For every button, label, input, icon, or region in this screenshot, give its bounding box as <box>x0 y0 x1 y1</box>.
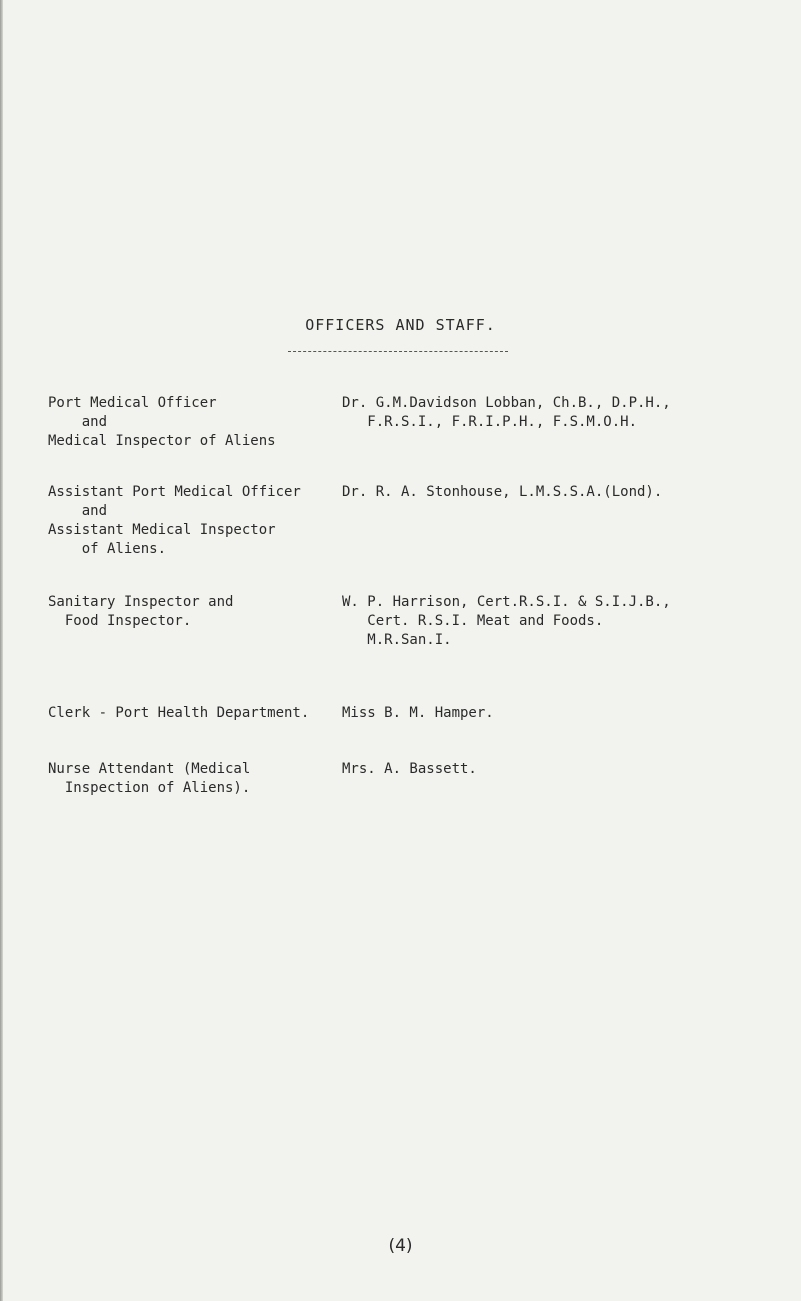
staff-name: Mrs. A. Bassett. <box>342 761 477 777</box>
staff-role: Clerk - Port Health Department. <box>48 705 310 721</box>
page-edge-shadow <box>0 0 3 1301</box>
page-number: (4) <box>388 1236 413 1256</box>
staff-role: Nurse Attendant (Medical Inspection of Aliens). <box>48 761 251 796</box>
staff-role: Port Medical Officer and Medical Inspector of Aliens <box>48 395 276 449</box>
staff-name: Dr. R. A. Stonhouse, L.M.S.S.A.(Lond). <box>342 484 663 500</box>
staff-role: Assistant Port Medical Officer and Assistant Medical Inspector of Aliens. <box>48 484 301 557</box>
staff-role: Sanitary Inspector and Food Inspector. <box>48 594 234 629</box>
staff-name: Miss B. M. Hamper. <box>342 705 494 721</box>
title-underline <box>288 351 508 352</box>
page-title: OFFICERS AND STAFF. <box>305 316 496 334</box>
staff-name: W. P. Harrison, Cert.R.S.I. & S.I.J.B., Cert. R.S.I. Meat and Foods. M.R.San.I. <box>342 594 671 648</box>
staff-name: Dr. G.M.Davidson Lobban, Ch.B., D.P.H., F.R.S.I., F.R.I.P.H., F.S.M.O.H. <box>342 395 671 430</box>
